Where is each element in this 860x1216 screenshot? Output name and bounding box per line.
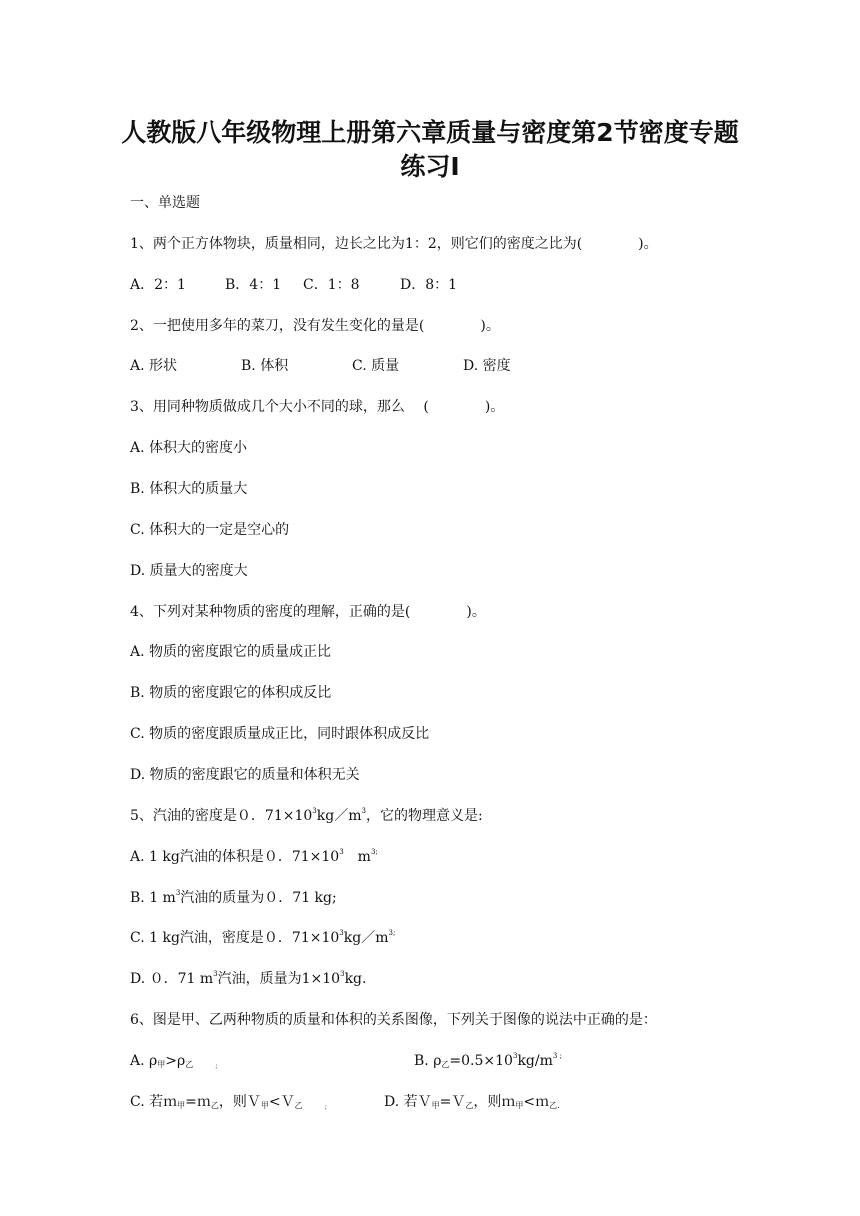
question-4-option-a: A. 物质的密度跟它的质量成正比	[130, 644, 332, 660]
question-1-option-d: D．8：1	[400, 277, 458, 293]
question-5-option-a: A. 1 kg汽油的体积是０．$71\times 10^3$ $m^{3;}$	[130, 848, 378, 865]
question-5-option-d: D. ０．71 $m^3$汽油，质量为$1\times 10^3kg$.	[130, 970, 367, 987]
question-4-option-c: C. 物质的密度跟质量成正比，同时跟体积成反比	[130, 726, 430, 742]
question-1-stem: 1、两个正方体物块，质量相同，边长之比为1：2，则它们的密度之比为( )。	[130, 236, 658, 252]
question-5-stem: 5、汽油的密度是０．$71\times 10^3kg/m^3$，它的物理意义是:	[130, 807, 483, 824]
section-heading: 一、单选题	[130, 195, 200, 211]
question-3-option-d: D. 质量大的密度大	[130, 563, 248, 579]
question-3-option-a: A. 体积大的密度小	[130, 440, 248, 456]
question-1-option-a: A．2：1	[130, 277, 186, 293]
question-1-option-b: B．4：1	[225, 277, 282, 293]
question-6-option-b: B. $\rho_乙=0.5\times 10^3kg/m^{3 ;}$	[414, 1052, 562, 1069]
page-title: 人教版八年级物理上册第六章质量与密度第2节密度专题练习Ⅰ	[121, 118, 739, 181]
question-5-option-b: B. 1 $m^3$汽油的质量为０．71 kg;	[130, 889, 337, 906]
question-1-option-c: C．1：8	[303, 277, 360, 293]
question-3-option-c: C. 体积大的一定是空心的	[130, 522, 290, 538]
question-5-option-c: C. 1 kg汽油，密度是０．$71\times 10^3kg/m^{3;}$	[130, 929, 396, 946]
question-4-stem: 4、下列对某种物质的密度的理解，正确的是( )。	[130, 604, 486, 620]
question-2-option-b: B. 体积	[241, 358, 289, 374]
question-6-option-c: C. 若ｍ$_甲$=ｍ$_乙$，则Ｖ$_甲$<Ｖ$_乙$ $_;$	[130, 1094, 327, 1111]
question-6-option-a: A. $\rho_甲>\rho_乙$ $_;$	[130, 1053, 218, 1070]
question-2-option-d: D. 密度	[463, 358, 511, 374]
question-2-option-c: C. 质量	[352, 358, 400, 374]
question-4-option-d: D. 物质的密度跟它的质量和体积无关	[130, 767, 360, 783]
question-4-option-b: B. 物质的密度跟它的体积成反比	[130, 685, 332, 701]
question-3-stem: 3、用同种物质做成几个大小不同的球，那么 ( )。	[130, 399, 505, 415]
question-2-option-a: A. 形状	[130, 358, 178, 374]
question-3-option-b: B. 体积大的质量大	[130, 481, 248, 497]
question-6-option-d: D. 若Ｖ$_甲$=Ｖ$_乙$，则ｍ$_甲$<ｍ$_{乙.}$	[384, 1094, 560, 1110]
question-6-stem: 6、图是甲、乙两种物质的质量和体积的关系图像，下列关于图像的说法中正确的是：	[130, 1012, 657, 1028]
question-2-stem: 2、一把使用多年的菜刀，没有发生变化的量是( )。	[130, 318, 500, 334]
